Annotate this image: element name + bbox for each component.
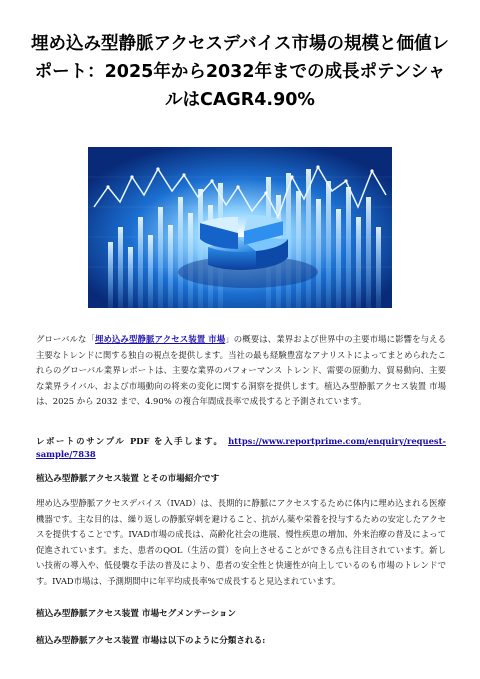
sample-label: レポートのサンプル PDF を入手します。 bbox=[36, 436, 224, 446]
section-intro-paragraph: 埋め込み型静脈アクセスデバイス（IVAD）は、長期的に静脈にアクセスするために体内に埋め込まれる医療機器です。主な目的は、繰り返しの静脈穿刺を避けること、抗がん薬や栄養を投与するための安定したアクセスを提供することです。IVAD市場の成長は、高齢化社会の進展、慢性疾患の増加、外来治療の普及によって促進されています。また、患者のQOL（生活の質）を向上させることができる点も注目されています。新しい技術の導入や、低侵襲な手法の普及により、患者の安全性と快適性が向上しているのも市場のトレンドです。IVAD市場は、予測期間中に年平均成長率%で成長すると見込まれています。 bbox=[36, 498, 446, 586]
document-title: 埋め込み型静脈アクセスデバイス市場の規模と価値レポート：2025年から2032年までの成長ポテンシャルはCAGR4.90% bbox=[31, 34, 449, 110]
hero-image bbox=[88, 147, 392, 308]
intro-lead-text: グローバルな「 bbox=[36, 334, 96, 344]
sample-request bbox=[36, 435, 446, 461]
intro-body-text: 」の概要は、業界および世界中の主要市場に影響を与える主要なトレンドに関する独自の視点を提供します。当社の最も経験豊富なアナリストによってまとめられたこれらのグローバル業界レポートは、主要な業界のパフォーマンス トレンド、需要の原動力、貿易動向、主要な業界ライバル、および市場動向の将来の変化に関する洞察を提供します。植込み型静脈アクセス装置 市場は、2025 から 2032 まで、4.90% の複合年間成長率で成長すると予測されています。 bbox=[36, 334, 446, 407]
segmentation-heading: 植込み型静脈アクセス装置 市場セグメンテーション bbox=[36, 609, 236, 619]
intro-paragraph bbox=[36, 332, 446, 410]
sample-url-link[interactable]: https://www.reportprime.com/enquiry/request-sample/7838 bbox=[36, 436, 446, 459]
market-link[interactable]: 埋め込み型静脈アクセス装置 市場 bbox=[95, 334, 226, 344]
classification-heading: 植込み型静脈アクセス装置 市場は以下のように分類される: bbox=[36, 636, 266, 646]
section-intro-heading: 植込み型静脈アクセス装置 とその市場紹介です bbox=[36, 474, 220, 484]
